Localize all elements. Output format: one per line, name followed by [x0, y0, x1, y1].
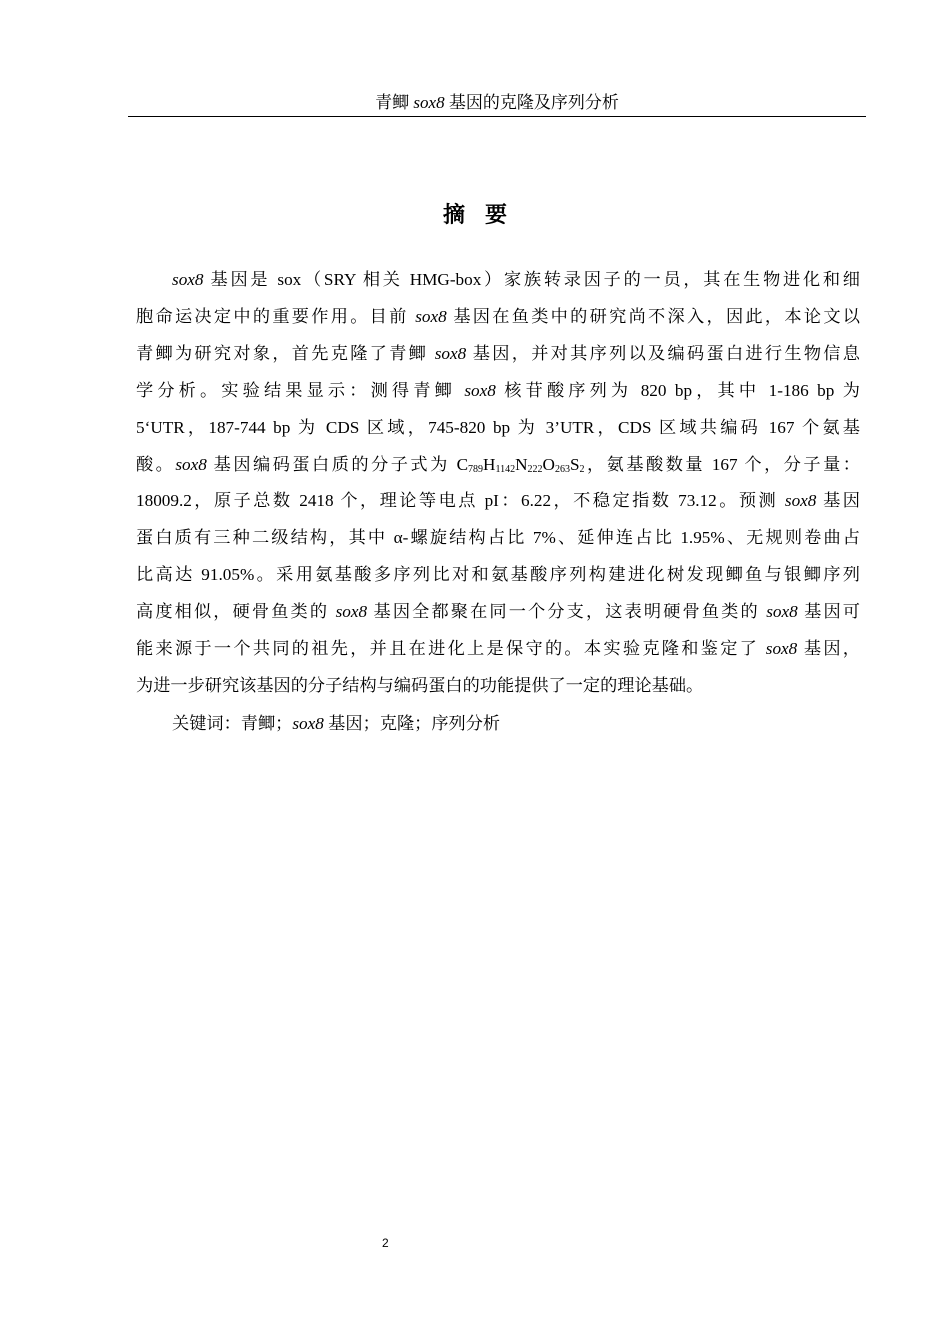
text-run: O [542, 454, 555, 474]
keyword: 克隆 [379, 714, 415, 733]
text-run: 胞命运决定中的重要作用。目前 [136, 306, 416, 326]
abstract-title: 摘要 [442, 203, 527, 228]
text-run: 学分析。实验结果显示：测得青鲫 [136, 380, 465, 400]
text-run: ，氨基酸数量 167 个，分子量： [584, 454, 860, 474]
abstract-line [136, 410, 860, 447]
gene-name: sox8 [172, 270, 204, 289]
keywords-line: 关键词：青鲫；sox8 基因；克隆；序列分析 [172, 714, 501, 733]
text-run: 为进一步研究该基因的分子结构与编码蛋白的功能提供了一定的理论基础。 [136, 675, 704, 695]
gene-name: sox8 [434, 343, 467, 363]
subscript: 2 [579, 463, 585, 475]
text-run: 18009.2，原子总数 2418 个，理论等电点 pI：6.22，不稳定指数 73.12。预测 [136, 491, 785, 511]
text-run: 青鲫为研究对象，首先克隆了青鲫 [136, 343, 435, 363]
subscript: 222 [527, 463, 543, 475]
subscript: 263 [554, 463, 570, 475]
abstract-line [136, 483, 860, 520]
gene-name: sox8 [335, 602, 368, 622]
text-run: 基因全都聚在同一个分支，这表明硬骨鱼类的 [367, 602, 767, 622]
keyword: sox8 基因 [292, 714, 363, 733]
text-run: 基因，并对其序列以及编码蛋白进行生物信息 [466, 343, 860, 363]
abstract-line [136, 299, 860, 336]
text-run: 5‘UTR，187-744 bp 为 CDS 区域，745-820 bp 为 3’UTR，CDS 区域共编码 167 个氨基 [136, 417, 860, 437]
text-run: 比高达 91.05%。采用氨基酸多序列比对和氨基酸序列构建进化树发现鲫鱼与银鲫序列 [136, 565, 860, 585]
abstract-line [136, 520, 860, 557]
text-run: H [483, 454, 496, 474]
text-run: 蛋白质有三种二级结构，其中 α-螺旋结构占比 7%、延伸连占比 1.95%、无规则卷曲占 [136, 528, 860, 548]
running-header [128, 91, 866, 115]
abstract-line [136, 631, 860, 668]
header-rule [128, 116, 866, 117]
text-run: 能来源于一个共同的祖先，并且在进化上是保守的。本实验克隆和鉴定了 [136, 639, 766, 659]
abstract-line [136, 447, 860, 484]
abstract-line [136, 262, 860, 299]
abstract-line [136, 336, 860, 373]
text-run: 基因是 sox（SRY 相关 HMG-box）家族转录因子的一员，其在生物进化和细 [203, 270, 860, 289]
text-run: S [569, 454, 580, 474]
subscript: 1142 [495, 463, 516, 475]
text-run: 高度相似，硬骨鱼类的 [136, 602, 336, 622]
header-prefix: 青鲫 [375, 93, 414, 112]
abstract-line [136, 557, 860, 594]
page-number: 2 [382, 1236, 389, 1250]
gene-name: sox8 [784, 491, 817, 511]
abstract-line [136, 668, 860, 705]
text-run: 基因可 [797, 602, 860, 622]
gene-name: sox8 [415, 306, 447, 326]
text-run: 酸。 [136, 454, 176, 474]
subscript: 789 [468, 463, 484, 475]
gene-name: sox8 [464, 380, 496, 400]
gene-name: sox8 [766, 602, 798, 622]
abstract-line [136, 594, 860, 631]
text-run: N [515, 454, 528, 474]
keyword: 青鲫 [240, 714, 276, 733]
header-gene: sox8 [413, 93, 445, 112]
keyword: 序列分析 [431, 714, 501, 733]
gene-name: sox8 [765, 639, 798, 659]
header-suffix: 基因的克隆及序列分析 [444, 93, 619, 112]
text-run: 基因， [797, 639, 860, 659]
text-run: 核苷酸序列为 820 bp，其中 1-186 bp 为 [495, 380, 860, 400]
abstract-body [136, 262, 860, 705]
text-run: 基因编码蛋白质的分子式为 C [206, 454, 469, 474]
keywords-label: 关键词： [172, 714, 241, 733]
text-run: 基因 [816, 491, 860, 511]
abstract-line [136, 373, 860, 410]
gene-name: sox8 [175, 454, 207, 474]
text-run: 基因在鱼类中的研究尚不深入，因此，本论文以 [446, 306, 860, 326]
